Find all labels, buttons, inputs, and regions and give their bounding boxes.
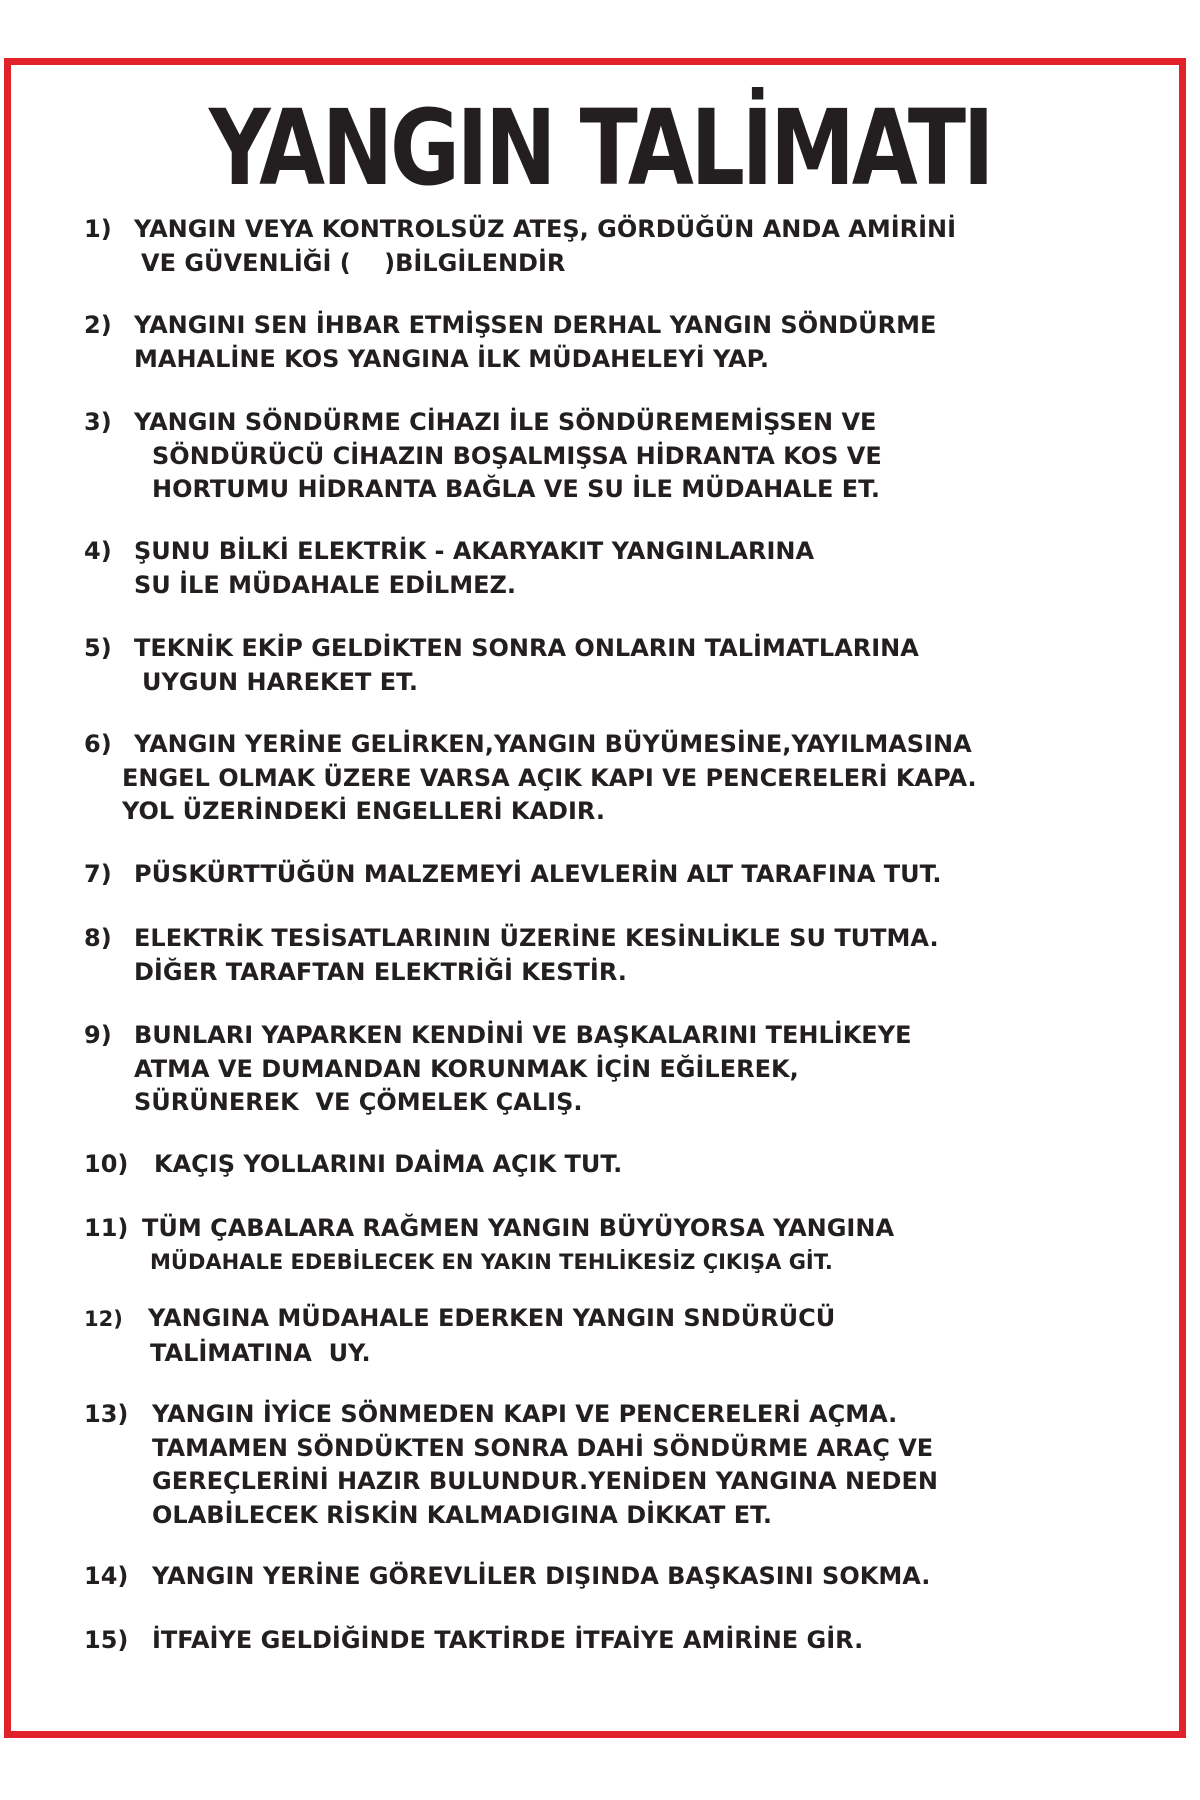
instruction-item-12 bbox=[84, 1302, 1164, 1370]
item-line: İTFAİYE GELDİĞİNDE TAKTİRDE İTFAİYE AMİRİNE GİR. bbox=[152, 1626, 864, 1654]
item-number: 3) bbox=[84, 408, 112, 436]
instruction-item-5 bbox=[84, 632, 1164, 699]
item-line: YANGIN VEYA KONTROLSÜZ ATEŞ, GÖRDÜĞÜN ANDA AMİRİNİ bbox=[134, 215, 957, 243]
item-number: 8) bbox=[84, 924, 112, 952]
item-line: TÜM ÇABALARA RAĞMEN YANGIN BÜYÜYORSA YANGINA bbox=[142, 1214, 895, 1242]
item-number: 7) bbox=[84, 860, 112, 888]
item-number: 14) bbox=[84, 1562, 129, 1590]
instruction-item-14 bbox=[84, 1560, 1164, 1594]
page-title: YANGIN TALİMATI bbox=[208, 87, 992, 209]
item-line: YANGIN YERİNE GÖREVLİLER DIŞINDA BAŞKASINI SOKMA. bbox=[152, 1562, 931, 1590]
item-line: YANGIN İYİCE SÖNMEDEN KAPI VE PENCERELERİ AÇMA. bbox=[152, 1400, 898, 1428]
item-line: ATMA VE DUMANDAN KORUNMAK İÇİN EĞİLEREK, bbox=[134, 1054, 799, 1083]
instruction-item-15 bbox=[84, 1624, 1164, 1658]
instruction-item-4 bbox=[84, 535, 1164, 602]
item-line: UYGUN HAREKET ET. bbox=[142, 667, 418, 696]
item-line: PÜSKÜRTTÜĞÜN MALZEMEYİ ALEVLERİN ALT TARAFINA TUT. bbox=[134, 860, 942, 888]
item-line: MÜDAHALE EDEBİLECEK EN YAKIN TEHLİKESİZ ÇIKIŞA GİT. bbox=[150, 1249, 833, 1274]
instruction-item-1 bbox=[84, 213, 1164, 280]
item-line: YANGINI SEN İHBAR ETMİŞSEN DERHAL YANGIN SÖNDÜRME bbox=[134, 311, 937, 339]
item-number: 13) bbox=[84, 1400, 129, 1428]
instruction-item-6 bbox=[84, 728, 1164, 829]
item-line: KAÇIŞ YOLLARINI DAİMA AÇIK TUT. bbox=[154, 1150, 623, 1178]
item-line: TAMAMEN SÖNDÜKTEN SONRA DAHİ SÖNDÜRME ARAÇ VE bbox=[152, 1433, 934, 1462]
item-number: 4) bbox=[84, 537, 112, 565]
item-line: SU İLE MÜDAHALE EDİLMEZ. bbox=[134, 570, 517, 599]
item-line: YANGIN YERİNE GELİRKEN,YANGIN BÜYÜMESİNE,YAYILMASINA bbox=[134, 730, 972, 758]
item-line: ŞUNU BİLKİ ELEKTRİK - AKARYAKIT YANGINLARINA bbox=[134, 537, 815, 565]
item-number: 12) bbox=[84, 1307, 123, 1331]
item-line: TEKNİK EKİP GELDİKTEN SONRA ONLARIN TALİMATLARINA bbox=[134, 634, 919, 662]
instruction-item-9 bbox=[84, 1019, 1164, 1120]
item-line: ELEKTRİK TESİSATLARININ ÜZERİNE KESİNLİKLE SU TUTMA. bbox=[134, 924, 939, 952]
item-number: 6) bbox=[84, 730, 112, 758]
instruction-item-3 bbox=[84, 406, 1164, 507]
item-number: 2) bbox=[84, 311, 112, 339]
item-line: VE GÜVENLİĞİ ( )BİLGİLENDİR bbox=[141, 248, 566, 277]
item-line: YOL ÜZERİNDEKİ ENGELLERİ KADIR. bbox=[122, 797, 605, 825]
instruction-item-10 bbox=[84, 1148, 1164, 1182]
item-line: YANGINA MÜDAHALE EDERKEN YANGIN SNDÜRÜCÜ bbox=[148, 1304, 836, 1332]
item-number: 1) bbox=[84, 215, 112, 243]
item-number: 9) bbox=[84, 1021, 112, 1049]
item-line: MAHALİNE KOS YANGINA İLK MÜDAHELEYİ YAP. bbox=[134, 344, 769, 373]
item-line: DİĞER TARAFTAN ELEKTRİĞİ KESTİR. bbox=[134, 957, 627, 986]
item-line: OLABİLECEK RİSKİN KALMADIGINA DİKKAT ET. bbox=[152, 1500, 772, 1529]
item-line: SÜRÜNEREK VE ÇÖMELEK ÇALIŞ. bbox=[134, 1088, 583, 1116]
item-number: 11) bbox=[84, 1214, 129, 1242]
item-line: ENGEL OLMAK ÜZERE VARSA AÇIK KAPI VE PENCERELERİ KAPA. bbox=[122, 763, 977, 792]
instruction-item-7 bbox=[84, 858, 1164, 892]
item-line: TALİMATINA UY. bbox=[150, 1338, 371, 1367]
item-line: YANGIN SÖNDÜRME CİHAZI İLE SÖNDÜREMEMİŞSEN VE bbox=[134, 408, 877, 436]
item-line: SÖNDÜRÜCÜ CİHAZIN BOŞALMIŞSA HİDRANTA KOS VE bbox=[152, 441, 882, 470]
instruction-item-8 bbox=[84, 922, 1164, 989]
instruction-item-2 bbox=[84, 309, 1164, 376]
instruction-item-11 bbox=[84, 1212, 1164, 1279]
item-number: 15) bbox=[84, 1626, 129, 1654]
item-number: 5) bbox=[84, 634, 112, 662]
item-line: GEREÇLERİNİ HAZIR BULUNDUR.YENİDEN YANGINA NEDEN bbox=[152, 1467, 938, 1495]
item-line: HORTUMU HİDRANTA BAĞLA VE SU İLE MÜDAHALE ET. bbox=[152, 475, 881, 503]
item-number: 10) bbox=[84, 1150, 129, 1178]
item-line: BUNLARI YAPARKEN KENDİNİ VE BAŞKALARINI TEHLİKEYE bbox=[134, 1021, 912, 1049]
instruction-item-13 bbox=[84, 1398, 1164, 1532]
